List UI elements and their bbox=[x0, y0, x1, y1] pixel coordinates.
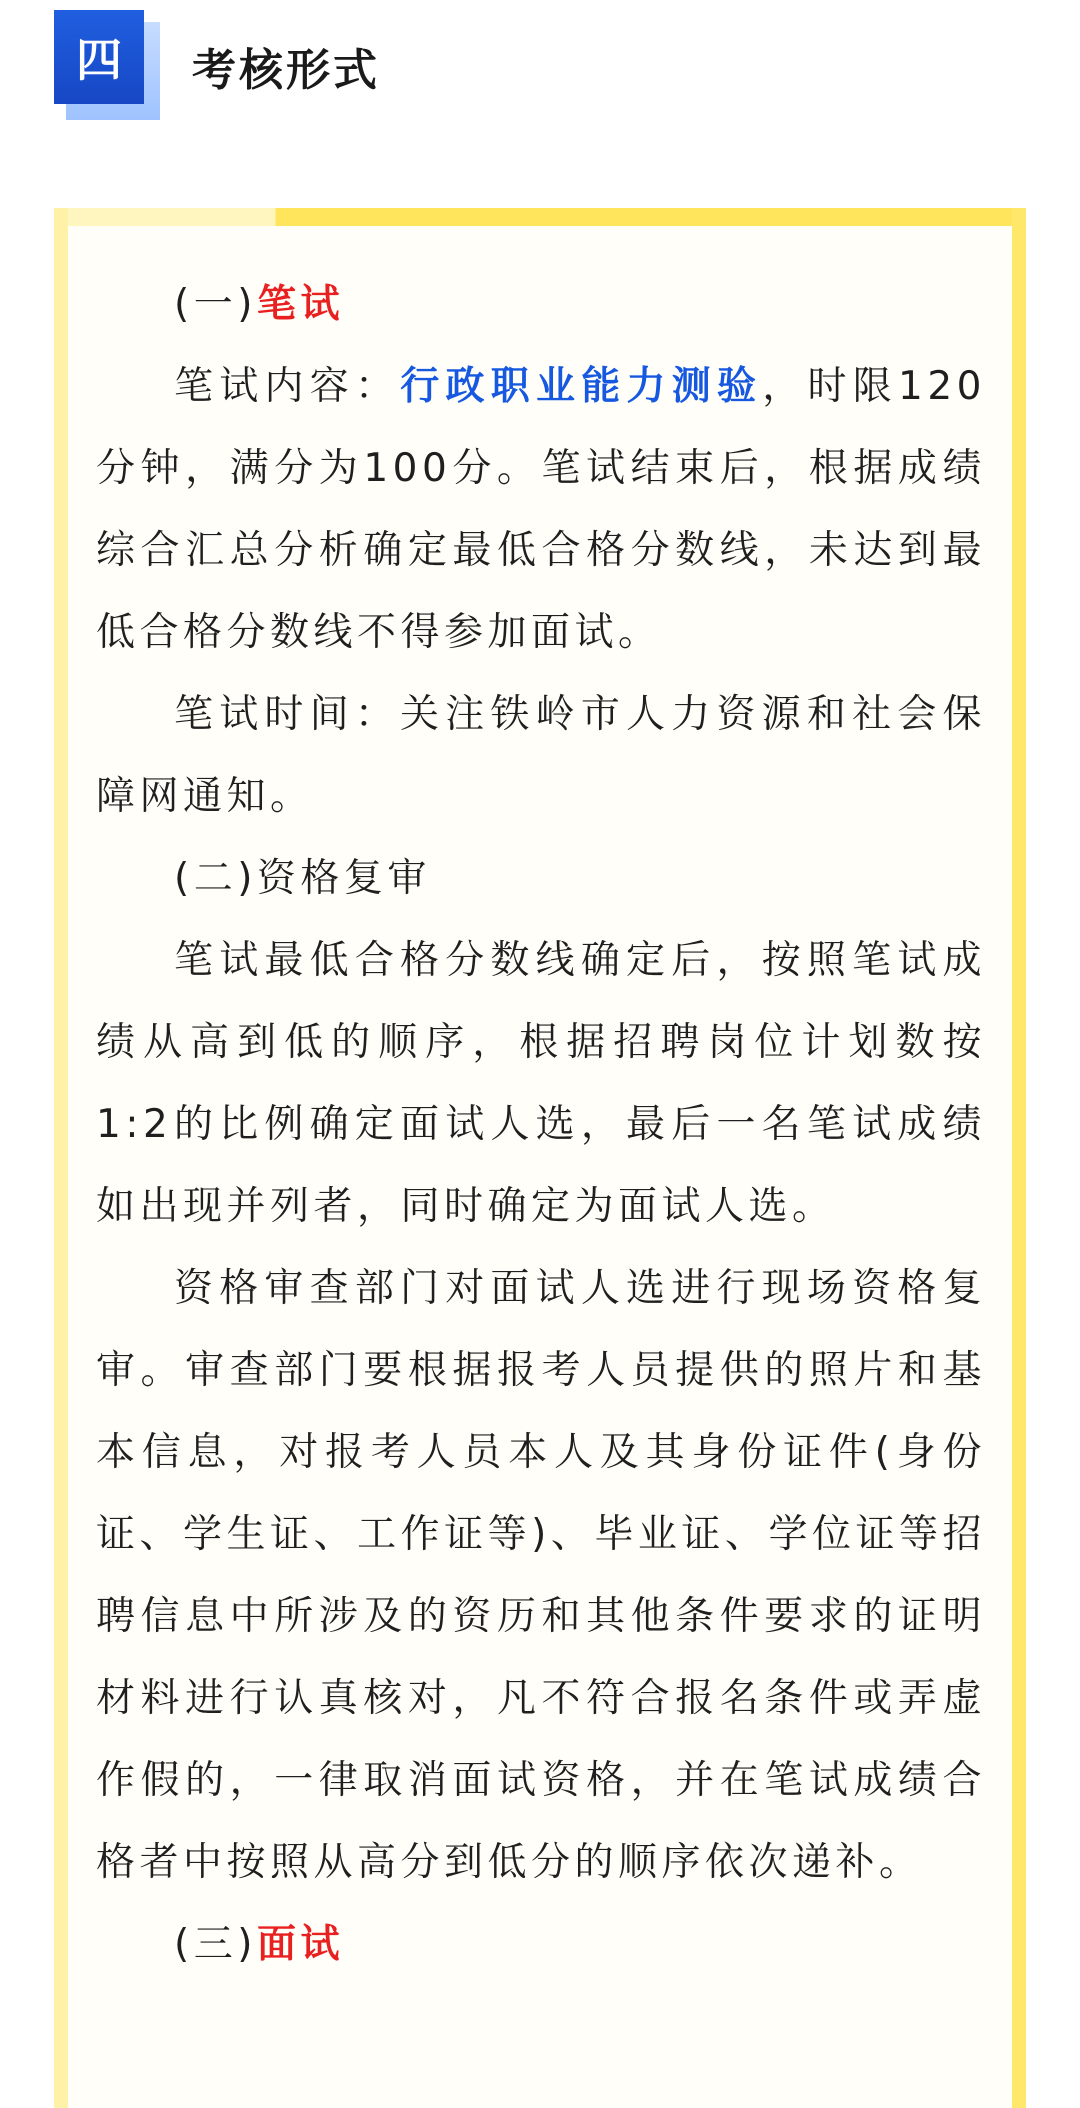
article-body bbox=[96, 264, 986, 1986]
section-number-badge: 四 bbox=[54, 10, 144, 104]
interview-title: 面试 bbox=[256, 1922, 344, 1967]
qualification-review-heading: (二)资格复审 bbox=[174, 856, 431, 901]
section-header bbox=[54, 10, 954, 120]
content-card bbox=[54, 208, 1026, 2108]
exam-subject: 行政职业能力测验 bbox=[400, 364, 763, 409]
qualification-review-para-1: 笔试最低合格分数线确定后，按照笔试成绩从高到低的顺序，根据招聘岗位计划数按1:2的比例确定面试人选，最后一名笔试成绩如出现并列者，同时确定为面试人选。 bbox=[96, 938, 986, 1229]
written-exam-prefix: (一) bbox=[174, 282, 257, 327]
written-exam-content bbox=[96, 346, 986, 674]
interview-prefix: (三) bbox=[174, 1922, 257, 1967]
written-exam-title: 笔试 bbox=[256, 282, 344, 327]
written-exam-time: 笔试时间：关注铁岭市人力资源和社会保障网通知。 bbox=[96, 692, 986, 819]
written-exam-heading bbox=[96, 264, 986, 346]
section-title: 考核形式 bbox=[192, 45, 380, 96]
content-label: 笔试内容： bbox=[174, 364, 401, 409]
qualification-review-para-2: 资格审查部门对面试人选进行现场资格复审。审查部门要根据报考人员提供的照片和基本信息，对报考人员本人及其身份证件(身份证、学生证、工作证等)、毕业证、学位证等招聘信息中所涉及的资历和其他条件要求的证明材料进行认真核对，凡不符合报名条件或弄虚作假的，一律取消面试资格，并在笔试成绩合格者中按照从高分到低分的顺序依次递补。 bbox=[96, 1266, 986, 1885]
content-rest: ，时限120分钟，满分为100分。笔试结束后，根据成绩综合汇总分析确定最低合格分数线，未达到最低合格分数线不得参加面试。 bbox=[96, 364, 986, 655]
card-top-border bbox=[68, 208, 1012, 226]
interview-heading bbox=[96, 1904, 986, 1986]
